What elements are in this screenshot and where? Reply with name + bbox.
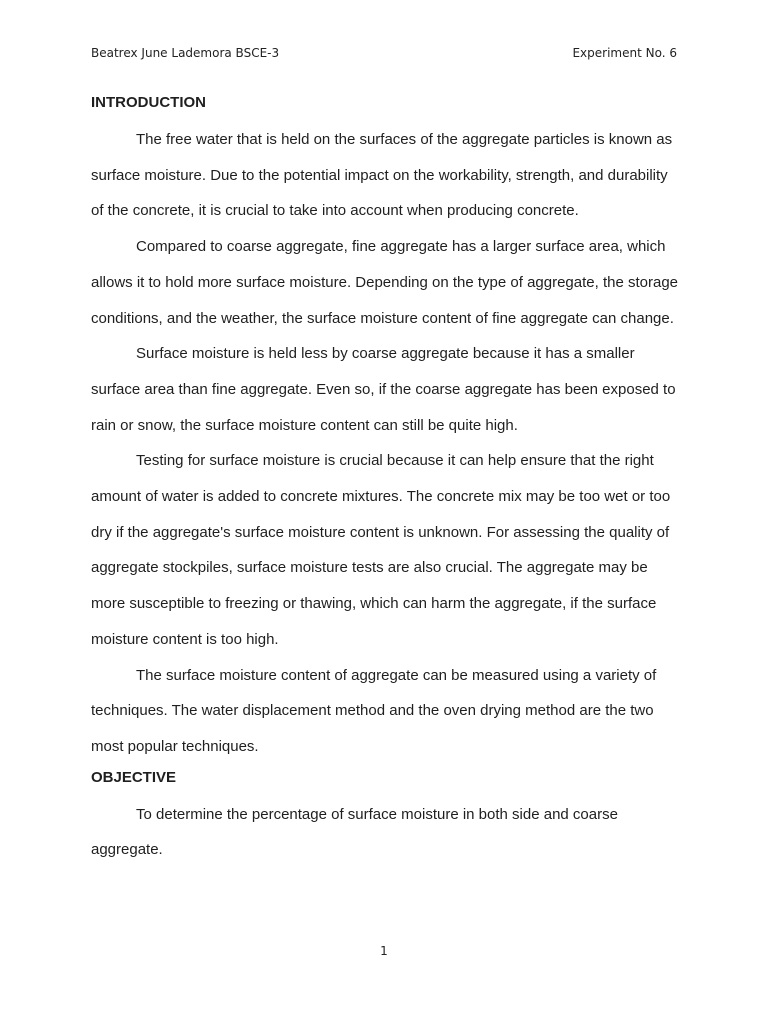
intro-paragraph-5: The surface moisture content of aggregate can be measured using a variety of techniques. The water displacement method and the oven drying method are the two most popular techniques.: [91, 666, 657, 755]
intro-paragraph-3: Surface moisture is held less by coarse aggregate because it has a smaller surface area than fine aggregate. Even so, if the coarse aggregate has been exposed to rain or snow, the surface moisture content can still be quite high.: [91, 345, 676, 434]
objective-paragraph: To determine the percentage of surface moisture in both side and coarse aggregate.: [91, 805, 618, 859]
page-number: 1: [380, 944, 388, 958]
experiment-label: Experiment No. 6: [572, 46, 677, 60]
page-header: [91, 46, 677, 60]
document-body: [91, 90, 683, 868]
introduction-heading: INTRODUCTION: [91, 94, 206, 111]
objective-heading: OBJECTIVE: [91, 768, 177, 786]
author-label: Beatrex June Lademora BSCE-3: [91, 46, 280, 60]
intro-paragraph-1: The free water that is held on the surfaces of the aggregate particles is known as surface moisture. Due to the potential impact on the workability, strength, and durability of the concrete, it is crucial to take into account when producing concrete.: [91, 131, 673, 220]
intro-paragraph-2: Compared to coarse aggregate, fine aggregate has a larger surface area, which allows it to hold more surface moisture. Depending on the type of aggregate, the storage conditions, and the weather, the surface moisture content of fine aggregate can change.: [91, 238, 679, 327]
intro-paragraph-4: Testing for surface moisture is crucial because it can help ensure that the right amount of water is added to concrete mixtures. The concrete mix may be too wet or too dry if the aggregate's surface moisture content is unknown. For assessing the quality of aggregate stockpiles, surface moisture tests are also crucial. The aggregate may be more susceptible to freezing or thawing, which can harm the aggregate, if the surface moisture content is too high.: [91, 452, 671, 648]
